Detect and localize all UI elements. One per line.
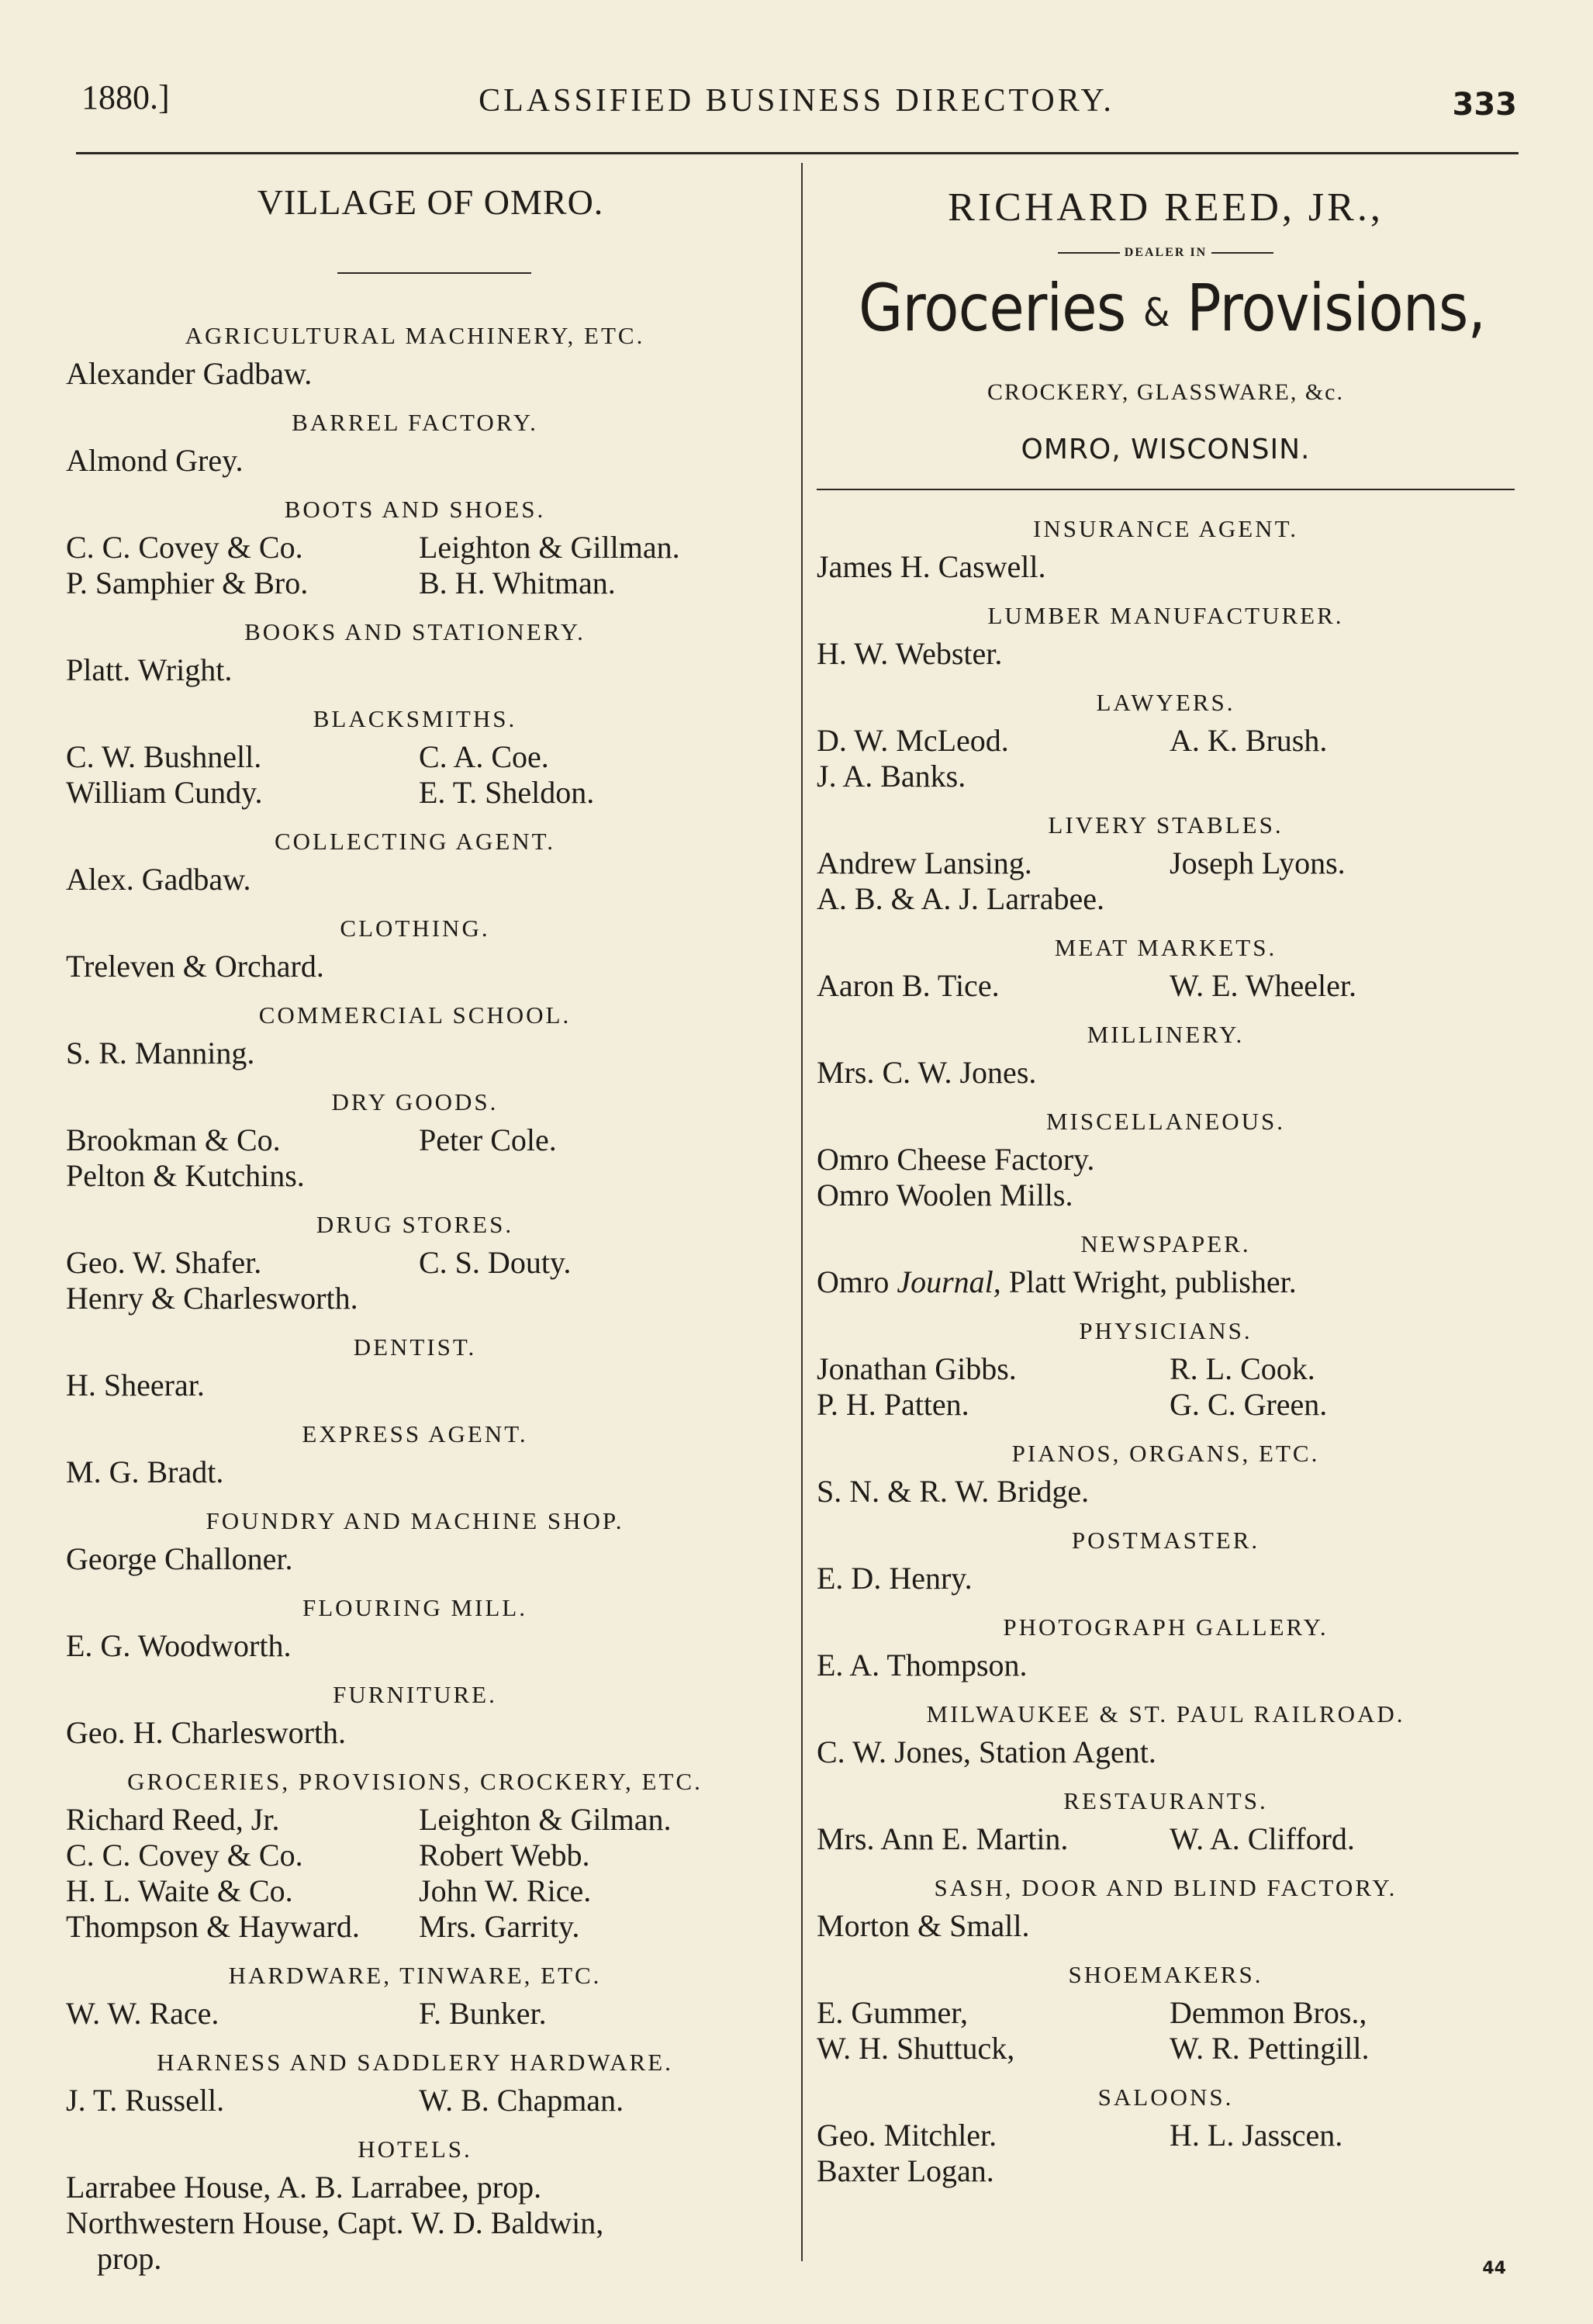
entry-name: H. Sheerar. (66, 1368, 205, 1402)
entry-name: D. W. McLeod. (817, 723, 1009, 759)
category-heading: LUMBER MANUFACTURER. (987, 602, 1344, 630)
entry-list (817, 1474, 1515, 1510)
category-heading: EXPRESS AGENT. (302, 1420, 528, 1447)
entry-name: Geo. Mitchler. (817, 2118, 997, 2153)
category-heading: POSTMASTER. (1071, 1527, 1260, 1555)
ad-location: OMRO, WISCONSIN. (1021, 434, 1311, 466)
category-heading: FOUNDRY AND MACHINE SHOP. (206, 1507, 624, 1534)
entry-name (419, 1541, 764, 1577)
entry-row (817, 759, 1515, 794)
entry-name: M. G. Bradt. (66, 1454, 224, 1489)
category-heading: PHYSICIANS. (1079, 1317, 1253, 1345)
ad-ampersand: & (1143, 290, 1170, 336)
entry-name: Pelton & Kutchins. (66, 1158, 305, 1193)
category-heading: SALOONS. (1097, 2084, 1234, 2111)
ad-headline (859, 269, 1486, 351)
entry-row (66, 443, 764, 479)
signature-mark: 44 (1482, 2259, 1506, 2278)
entry-row (817, 1387, 1515, 1423)
ad-goods-1: Groceries (859, 270, 1126, 346)
category-heading: SASH, DOOR AND BLIND FACTORY. (934, 1874, 1398, 1902)
entry-line: Northwestern House, Capt. W. D. Baldwin, (66, 2205, 604, 2240)
entry-list (66, 530, 764, 601)
newspaper-line (817, 1264, 1515, 1300)
entry-row (66, 1838, 764, 1873)
entry-list (66, 443, 764, 479)
header-title: CLASSIFIED BUSINESS DIRECTORY. (479, 83, 1114, 119)
entry-name (1170, 1908, 1515, 1944)
entry-row (66, 1158, 764, 1194)
entry-list (66, 739, 764, 811)
column-divider (801, 163, 803, 2261)
entry-name: Alex. Gadbaw. (66, 862, 251, 897)
advertisement (817, 185, 1515, 490)
entry-row (817, 1821, 1515, 1857)
entry-list (817, 968, 1515, 1004)
directory-section (66, 1209, 764, 1316)
entry-row (817, 2118, 1515, 2153)
directory-section (66, 494, 764, 601)
directory-section (817, 2082, 1515, 2189)
category-heading: BLACKSMITHS. (313, 705, 517, 732)
right-column (817, 175, 1515, 2205)
entry-name: Leighton & Gillman. (419, 530, 680, 565)
entry-name: Geo. H. Charlesworth. (66, 1715, 347, 1750)
category-heading: FURNITURE. (333, 1681, 497, 1708)
directory-section (817, 1019, 1515, 1091)
ad-rule (817, 489, 1515, 490)
category-heading: MEAT MARKETS. (1054, 934, 1277, 962)
entry-row (817, 968, 1515, 1004)
entry-row (817, 846, 1515, 881)
entry-name (1170, 1474, 1515, 1510)
entry-list (817, 1264, 1515, 1300)
entry-row (817, 1351, 1515, 1387)
directory-section (66, 1506, 764, 1577)
entry-name: S. N. & R. W. Bridge. (817, 1474, 1090, 1510)
entry-name: Omro Cheese Factory. (817, 1142, 1095, 1178)
category-heading: HOTELS. (358, 2136, 472, 2163)
entry-name: B. H. Whitman. (419, 565, 616, 600)
entry-name: Robert Webb. (419, 1838, 590, 1873)
entry-row (66, 1122, 764, 1158)
category-heading: HARDWARE, TINWARE, ETC. (228, 1962, 602, 1989)
directory-section (817, 1438, 1515, 1510)
entry-name (1170, 759, 1515, 794)
category-heading: LIVERY STABLES. (1048, 811, 1284, 839)
dealer-dash-left (1058, 252, 1120, 254)
entry-name: W. H. Shuttuck, (817, 2031, 1015, 2066)
directory-section (817, 1612, 1515, 1683)
entry-name: John W. Rice. (419, 1873, 592, 1908)
entry-name: J. T. Russell. (66, 2083, 225, 2118)
directory-section (66, 1593, 764, 1664)
entry-row (66, 1996, 764, 2032)
directory-section (817, 1699, 1515, 1770)
entry-list (66, 1996, 764, 2032)
entry-name: W. E. Wheeler. (1170, 968, 1357, 1004)
category-heading: AGRICULTURAL MACHINERY, ETC. (185, 322, 645, 349)
entry-name: Jonathan Gibbs. (817, 1351, 1017, 1387)
entry-list (817, 1142, 1515, 1213)
directory-section (817, 1229, 1515, 1300)
entry-name: E. T. Sheldon. (419, 775, 595, 810)
entry-name: Aaron B. Tice. (817, 968, 1000, 1004)
entry-name: George Challoner. (66, 1541, 293, 1576)
entry-list (66, 1541, 764, 1577)
entry-list (817, 2118, 1515, 2189)
entry-name: E. Gummer, (817, 1995, 969, 2031)
entry-name (419, 1454, 764, 1490)
entry-name: J. A. Banks. (817, 759, 966, 794)
entry-name: W. A. Clifford. (1170, 1821, 1355, 1857)
entry-name: Henry & Charlesworth. (66, 1281, 358, 1316)
category-heading: FLOURING MILL. (302, 1594, 527, 1621)
entry-row (817, 1995, 1515, 2031)
entry-row (66, 356, 764, 392)
entry-row (66, 1909, 764, 1945)
entry-name: C. S. Douty. (419, 1245, 572, 1280)
category-heading: MILLINERY. (1087, 1021, 1245, 1049)
entry-list (817, 1561, 1515, 1596)
entry-row (66, 652, 764, 688)
entry-name (1170, 1648, 1515, 1683)
category-heading: CLOTHING. (340, 915, 490, 942)
category-heading: DRY GOODS. (331, 1088, 499, 1115)
entry-list (817, 549, 1515, 585)
entry-name: Baxter Logan. (817, 2153, 994, 2189)
entry-name: Morton & Small. (817, 1908, 1030, 1944)
header-rule (76, 152, 1519, 154)
category-heading: DENTIST. (353, 1333, 477, 1361)
entry-row (817, 1734, 1515, 1770)
directory-section (817, 600, 1515, 672)
ad-dealer-line (817, 246, 1515, 260)
directory-section (66, 2047, 764, 2118)
entry-name (1170, 1055, 1515, 1091)
entry-list (66, 1454, 764, 1490)
category-heading: NEWSPAPER. (1080, 1230, 1251, 1258)
entry-name: H. L. Jasscen. (1170, 2118, 1343, 2153)
entry-list (66, 949, 764, 984)
entry-list (66, 2083, 764, 2118)
ad-subline: CROCKERY, GLASSWARE, &c. (987, 379, 1344, 406)
village-title: VILLAGE OF OMRO. (257, 182, 604, 222)
entry-name: P. Samphier & Bro. (66, 565, 309, 600)
category-heading: MISCELLANEOUS. (1045, 1108, 1286, 1136)
entry-list (66, 1036, 764, 1071)
directory-section (66, 1679, 764, 1751)
entry-name (1170, 1142, 1515, 1178)
left-column (66, 175, 764, 2292)
entry-list (66, 1245, 764, 1316)
entry-row (817, 881, 1515, 917)
entry-row (66, 1281, 764, 1316)
directory-section (817, 1786, 1515, 1857)
entry-row (66, 1628, 764, 1664)
entry-name: C. C. Covey & Co. (66, 530, 303, 565)
entry-list (66, 1715, 764, 1751)
directory-section (66, 1087, 764, 1194)
page-number: 333 (1452, 87, 1517, 123)
entry-row (817, 549, 1515, 585)
entry-name: W. W. Race. (66, 1996, 219, 2031)
entry-name (419, 949, 764, 984)
entry-row (66, 1036, 764, 1071)
entry-list (66, 1122, 764, 1194)
category-heading: SHOEMAKERS. (1068, 1961, 1263, 1989)
category-heading: BARREL FACTORY. (292, 409, 538, 436)
entry-name: Mrs. C. W. Jones. (817, 1055, 1037, 1091)
entry-name: E. D. Henry. (817, 1561, 973, 1596)
entry-name: Leighton & Gilman. (419, 1802, 672, 1837)
entry-name: Almond Grey. (66, 443, 244, 478)
entry-name: Peter Cole. (419, 1122, 557, 1157)
running-head (0, 78, 1593, 140)
entry-name: Demmon Bros., (1170, 1995, 1367, 2031)
entry-name (419, 1368, 764, 1403)
category-heading: RESTAURANTS. (1063, 1787, 1268, 1815)
entry-name: Richard Reed, Jr. (66, 1802, 280, 1837)
entry-row (66, 862, 764, 897)
entry-list (66, 652, 764, 688)
entry-list (66, 1802, 764, 1945)
entry-name: R. L. Cook. (1170, 1351, 1315, 1387)
entry-name: Andrew Lansing. (817, 846, 1032, 881)
entry-name (419, 1158, 764, 1194)
entry-list (66, 862, 764, 897)
entry-name: W. B. Chapman. (419, 2083, 624, 2118)
category-heading: INSURANCE AGENT. (1033, 515, 1298, 543)
entry-name: Brookman & Co. (66, 1122, 281, 1157)
directory-section (817, 810, 1515, 917)
entry-list (817, 846, 1515, 917)
directory-section (817, 1316, 1515, 1423)
directory-section (817, 1873, 1515, 1944)
entry-row (66, 1715, 764, 1751)
newspaper-title: Journal, (897, 1264, 1001, 1300)
entry-name (1170, 1178, 1515, 1213)
entry-name: C. C. Covey & Co. (66, 1838, 303, 1873)
entry-row (66, 530, 764, 565)
entry-name: C. A. Coe. (419, 739, 549, 774)
header-year: 1880.] (81, 78, 170, 116)
entry-name (419, 443, 764, 479)
entry-row (817, 1142, 1515, 1178)
directory-section (66, 2134, 764, 2277)
entry-list (817, 1734, 1515, 1770)
entry-name (419, 356, 764, 392)
category-heading: PIANOS, ORGANS, ETC. (1011, 1440, 1320, 1468)
entry-list (817, 636, 1515, 672)
entry-list (66, 356, 764, 392)
entry-name (419, 862, 764, 897)
ad-dealer-text: DEALER IN (1124, 246, 1208, 259)
entry-name (1170, 1734, 1515, 1770)
newspaper-pre: Omro (817, 1264, 897, 1300)
entry-list (66, 2170, 764, 2277)
category-heading: COMMERCIAL SCHOOL. (258, 1001, 572, 1029)
entry-row (66, 739, 764, 775)
entry-row (66, 1368, 764, 1403)
entry-row (66, 1454, 764, 1490)
dealer-dash-right (1211, 252, 1273, 254)
entry-name: William Cundy. (66, 775, 263, 810)
entry-name: H. L. Waite & Co. (66, 1873, 293, 1908)
entry-name: Mrs. Ann E. Martin. (817, 1821, 1069, 1857)
entry-name: C. W. Jones, Station Agent. (817, 1734, 1156, 1770)
entry-name: E. G. Woodworth. (66, 1628, 292, 1663)
entry-name: A. B. & A. J. Larrabee. (817, 881, 1105, 917)
directory-section (817, 1106, 1515, 1213)
directory-section (66, 704, 764, 811)
newspaper-post: Platt Wright, publisher. (1000, 1264, 1297, 1300)
directory-section (66, 320, 764, 392)
category-heading: PHOTOGRAPH GALLERY. (1003, 1613, 1329, 1641)
category-heading: MILWAUKEE & ST. PAUL RAILROAD. (926, 1700, 1405, 1728)
entry-name: W. R. Pettingill. (1170, 2031, 1370, 2066)
entry-name: H. W. Webster. (817, 636, 1003, 672)
title-rule (337, 272, 531, 274)
entry-row (66, 1802, 764, 1838)
entry-name: A. K. Brush. (1170, 723, 1328, 759)
directory-section (66, 617, 764, 688)
ad-name: RICHARD REED, JR., (948, 185, 1384, 230)
category-heading: GROCERIES, PROVISIONS, CROCKERY, ETC. (127, 1768, 703, 1795)
entry-row (817, 1178, 1515, 1213)
entry-name: E. A. Thompson. (817, 1648, 1028, 1683)
entry-list (817, 1648, 1515, 1683)
entry-list (817, 723, 1515, 794)
entry-list (817, 1821, 1515, 1857)
entry-name: Omro Woolen Mills. (817, 1178, 1073, 1213)
entry-row (817, 2153, 1515, 2189)
entry-name (1170, 1561, 1515, 1596)
directory-section (817, 932, 1515, 1004)
entry-list (66, 1368, 764, 1403)
entry-name (419, 652, 764, 688)
entry-name: G. C. Green. (1170, 1387, 1328, 1423)
entry-name (1170, 881, 1515, 917)
entry-list (817, 1055, 1515, 1091)
directory-section (66, 1419, 764, 1490)
entry-row (66, 775, 764, 811)
entry-line: Larrabee House, A. B. Larrabee, prop. (66, 2170, 542, 2205)
entry-name: C. W. Bushnell. (66, 739, 262, 774)
right-sections (817, 514, 1515, 2189)
entry-row (66, 1245, 764, 1281)
category-heading: BOOKS AND STATIONERY. (244, 618, 586, 645)
category-heading: BOOTS AND SHOES. (284, 496, 546, 523)
entry-row (66, 2083, 764, 2118)
entry-name (1170, 2153, 1515, 2189)
entry-row (817, 723, 1515, 759)
entry-row (66, 565, 764, 601)
entry-row (817, 1055, 1515, 1091)
entry-list (817, 1908, 1515, 1944)
entry-name: Geo. W. Shafer. (66, 1245, 262, 1280)
entry-name (419, 1715, 764, 1751)
entry-name: Joseph Lyons. (1170, 846, 1346, 881)
entry-name: Alexander Gadbaw. (66, 356, 313, 391)
entry-list (66, 1628, 764, 1664)
entry-name (419, 1036, 764, 1071)
category-heading: LAWYERS. (1096, 689, 1235, 717)
entry-name (1170, 549, 1515, 585)
directory-section (817, 1525, 1515, 1596)
entry-line: prop. (97, 2241, 162, 2276)
directory-section (817, 514, 1515, 585)
entry-row (817, 1648, 1515, 1683)
ad-goods-2: Provisions, (1187, 270, 1486, 346)
directory-section (817, 687, 1515, 794)
entry-name: F. Bunker. (419, 1996, 547, 2031)
directory-section (66, 826, 764, 897)
directory-section (66, 913, 764, 984)
category-heading: DRUG STORES. (316, 1211, 514, 1238)
entry-name: Mrs. Garrity. (419, 1909, 580, 1944)
entry-name: P. H. Patten. (817, 1387, 969, 1423)
entry-name: S. R. Manning. (66, 1036, 255, 1070)
entry-name (419, 1628, 764, 1664)
entry-list (817, 1351, 1515, 1423)
entry-name (419, 1281, 764, 1316)
directory-section (817, 1959, 1515, 2066)
category-heading: COLLECTING AGENT. (274, 828, 556, 855)
category-heading: HARNESS AND SADDLERY HARDWARE. (157, 2049, 673, 2076)
entry-list (817, 1995, 1515, 2066)
entry-name: Treleven & Orchard. (66, 949, 324, 984)
entry-row (66, 1873, 764, 1909)
entry-name (1170, 636, 1515, 672)
entry-name: Thompson & Hayward. (66, 1909, 360, 1944)
entry-row (817, 2031, 1515, 2066)
entry-row (817, 636, 1515, 672)
directory-section (66, 1332, 764, 1403)
entry-row (66, 1541, 764, 1577)
directory-section (66, 1000, 764, 1071)
entry-name: James H. Caswell. (817, 549, 1046, 585)
entry-row (817, 1908, 1515, 1944)
directory-section (66, 1766, 764, 1945)
entry-row (66, 949, 764, 984)
entry-name: Platt. Wright. (66, 652, 233, 687)
entry-row (817, 1561, 1515, 1596)
directory-section (66, 407, 764, 479)
directory-section (66, 1960, 764, 2032)
entry-row (817, 1474, 1515, 1510)
left-sections (66, 320, 764, 2277)
